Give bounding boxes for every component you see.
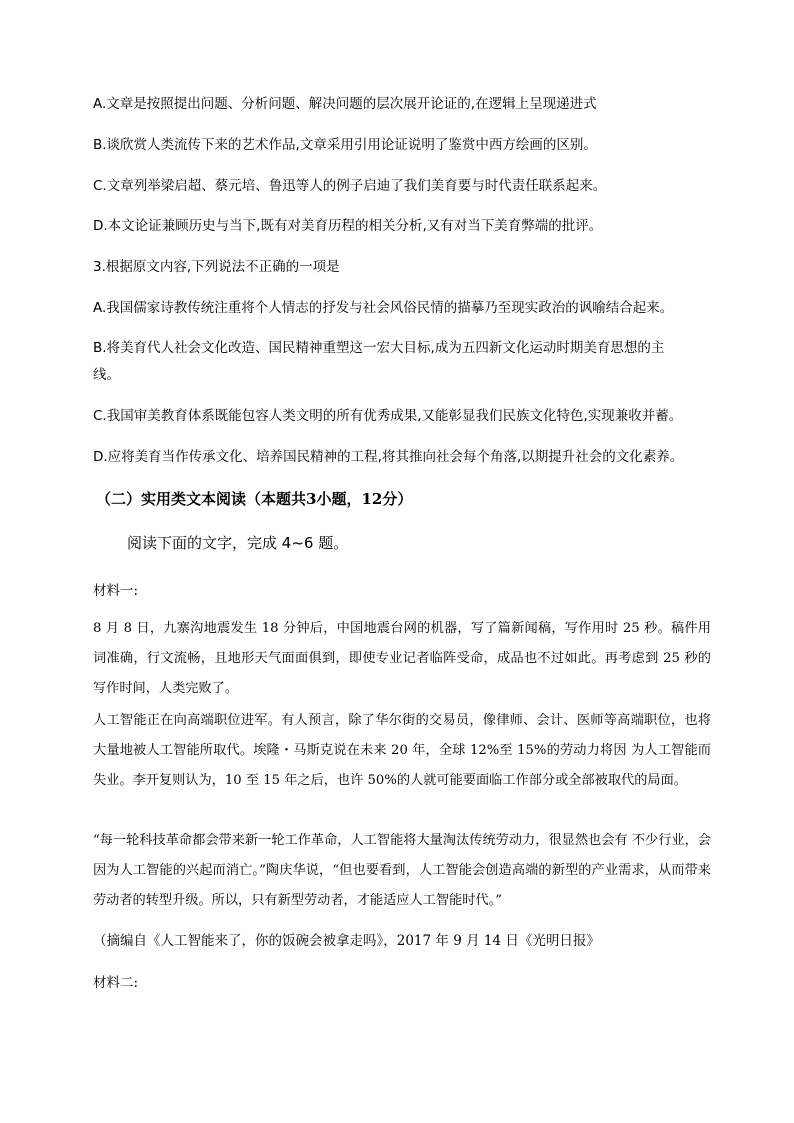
- material-1-paragraph-1: 8 月 8 日，九寨沟地震发生 18 分钟后，中国地震台网的机器，写了篇新闻稿，写作用时 25 秒。稿件用词准确，行文流畅，且地形天气面面俱到，即使专业记者临阵受命，成品也不过如此。再考虑到 25 秒的写作时间，人类完败了。: [93, 621, 711, 696]
- option-2a: A.文章是按照提出问题、分析问题、解决问题的层次展开论证的,在逻辑上呈现递进式: [93, 96, 597, 112]
- option-3b-line1: B.将美育代人社会文化改造、国民精神重塑这一宏大目标,成为五四新文化运动时期美育思想的主: [93, 340, 665, 356]
- material-2-label: 材料二:: [93, 975, 139, 991]
- option-2c: C.文章列举梁启超、蔡元培、鲁迅等人的例子启迪了我们美育要与时代责任联系起来。: [93, 178, 607, 194]
- option-3c: C.我国审美教育体系既能包容人类文明的所有优秀成果,又能彰显我们民族文化特色,实现兼收并蓄。: [93, 408, 683, 424]
- option-2d: D.本文论证兼顾历史与当下,既有对美育历程的相关分析,又有对当下美育弊端的批评。: [93, 218, 603, 234]
- material-1-paragraph-3: “每一轮科技革命都会带来新一轮工作革命，人工智能将大量淘汰传统劳动力，很显然也会有 不少行业，会因为人工智能的兴起而消亡。”陶庆华说，“但也要看到，人工智能会创造高端的新型的产业需求，从而带来劳动者的转型升级。所以，只有新型劳动者，才能适应人工智能时代。”: [93, 833, 711, 908]
- material-1-paragraph-2: 人工智能正在向高端职位进军。有人预言，除了华尔街的交易员，像律师、会计、医师等高端职位，也将大量地被人工智能所取代。埃隆・马斯克说在未来 20 年，全球 12%至 15%的劳动力将因 为人工智能而失业。李开复则认为，10 至 15 年之后，也许 50%的人就可能要面临工作部分或全部被取代的局面。: [93, 713, 711, 788]
- question-3-stem: 3.根据原文内容,下列说法不正确的一项是: [93, 259, 340, 275]
- material-1-source: （摘编自《人工智能来了，你的饭碗会被拿走吗》，2017 年 9 月 14 日《光明日报》: [93, 933, 600, 949]
- option-3b-line2: 线。: [93, 367, 120, 383]
- section-title: （二）实用类文本阅读（本题共3小题，12分）: [96, 490, 413, 508]
- option-3a: A.我国儒家诗教传统注重将个人情志的抒发与社会风俗民情的描摹乃至现实政治的讽喻结合起来。: [93, 300, 674, 316]
- material-1-label: 材料一:: [93, 583, 139, 599]
- option-3d: D.应将美育当作传承文化、培养国民精神的工程,将其推向社会每个角落,以期提升社会的文化素养。: [93, 449, 684, 465]
- option-2b: B.谈欣赏人类流传下来的艺术作品,文章采用引用论证说明了鉴赏中西方绘画的区别。: [93, 137, 597, 153]
- section-instruction: 阅读下面的文字，完成 4~6 题。: [127, 534, 349, 552]
